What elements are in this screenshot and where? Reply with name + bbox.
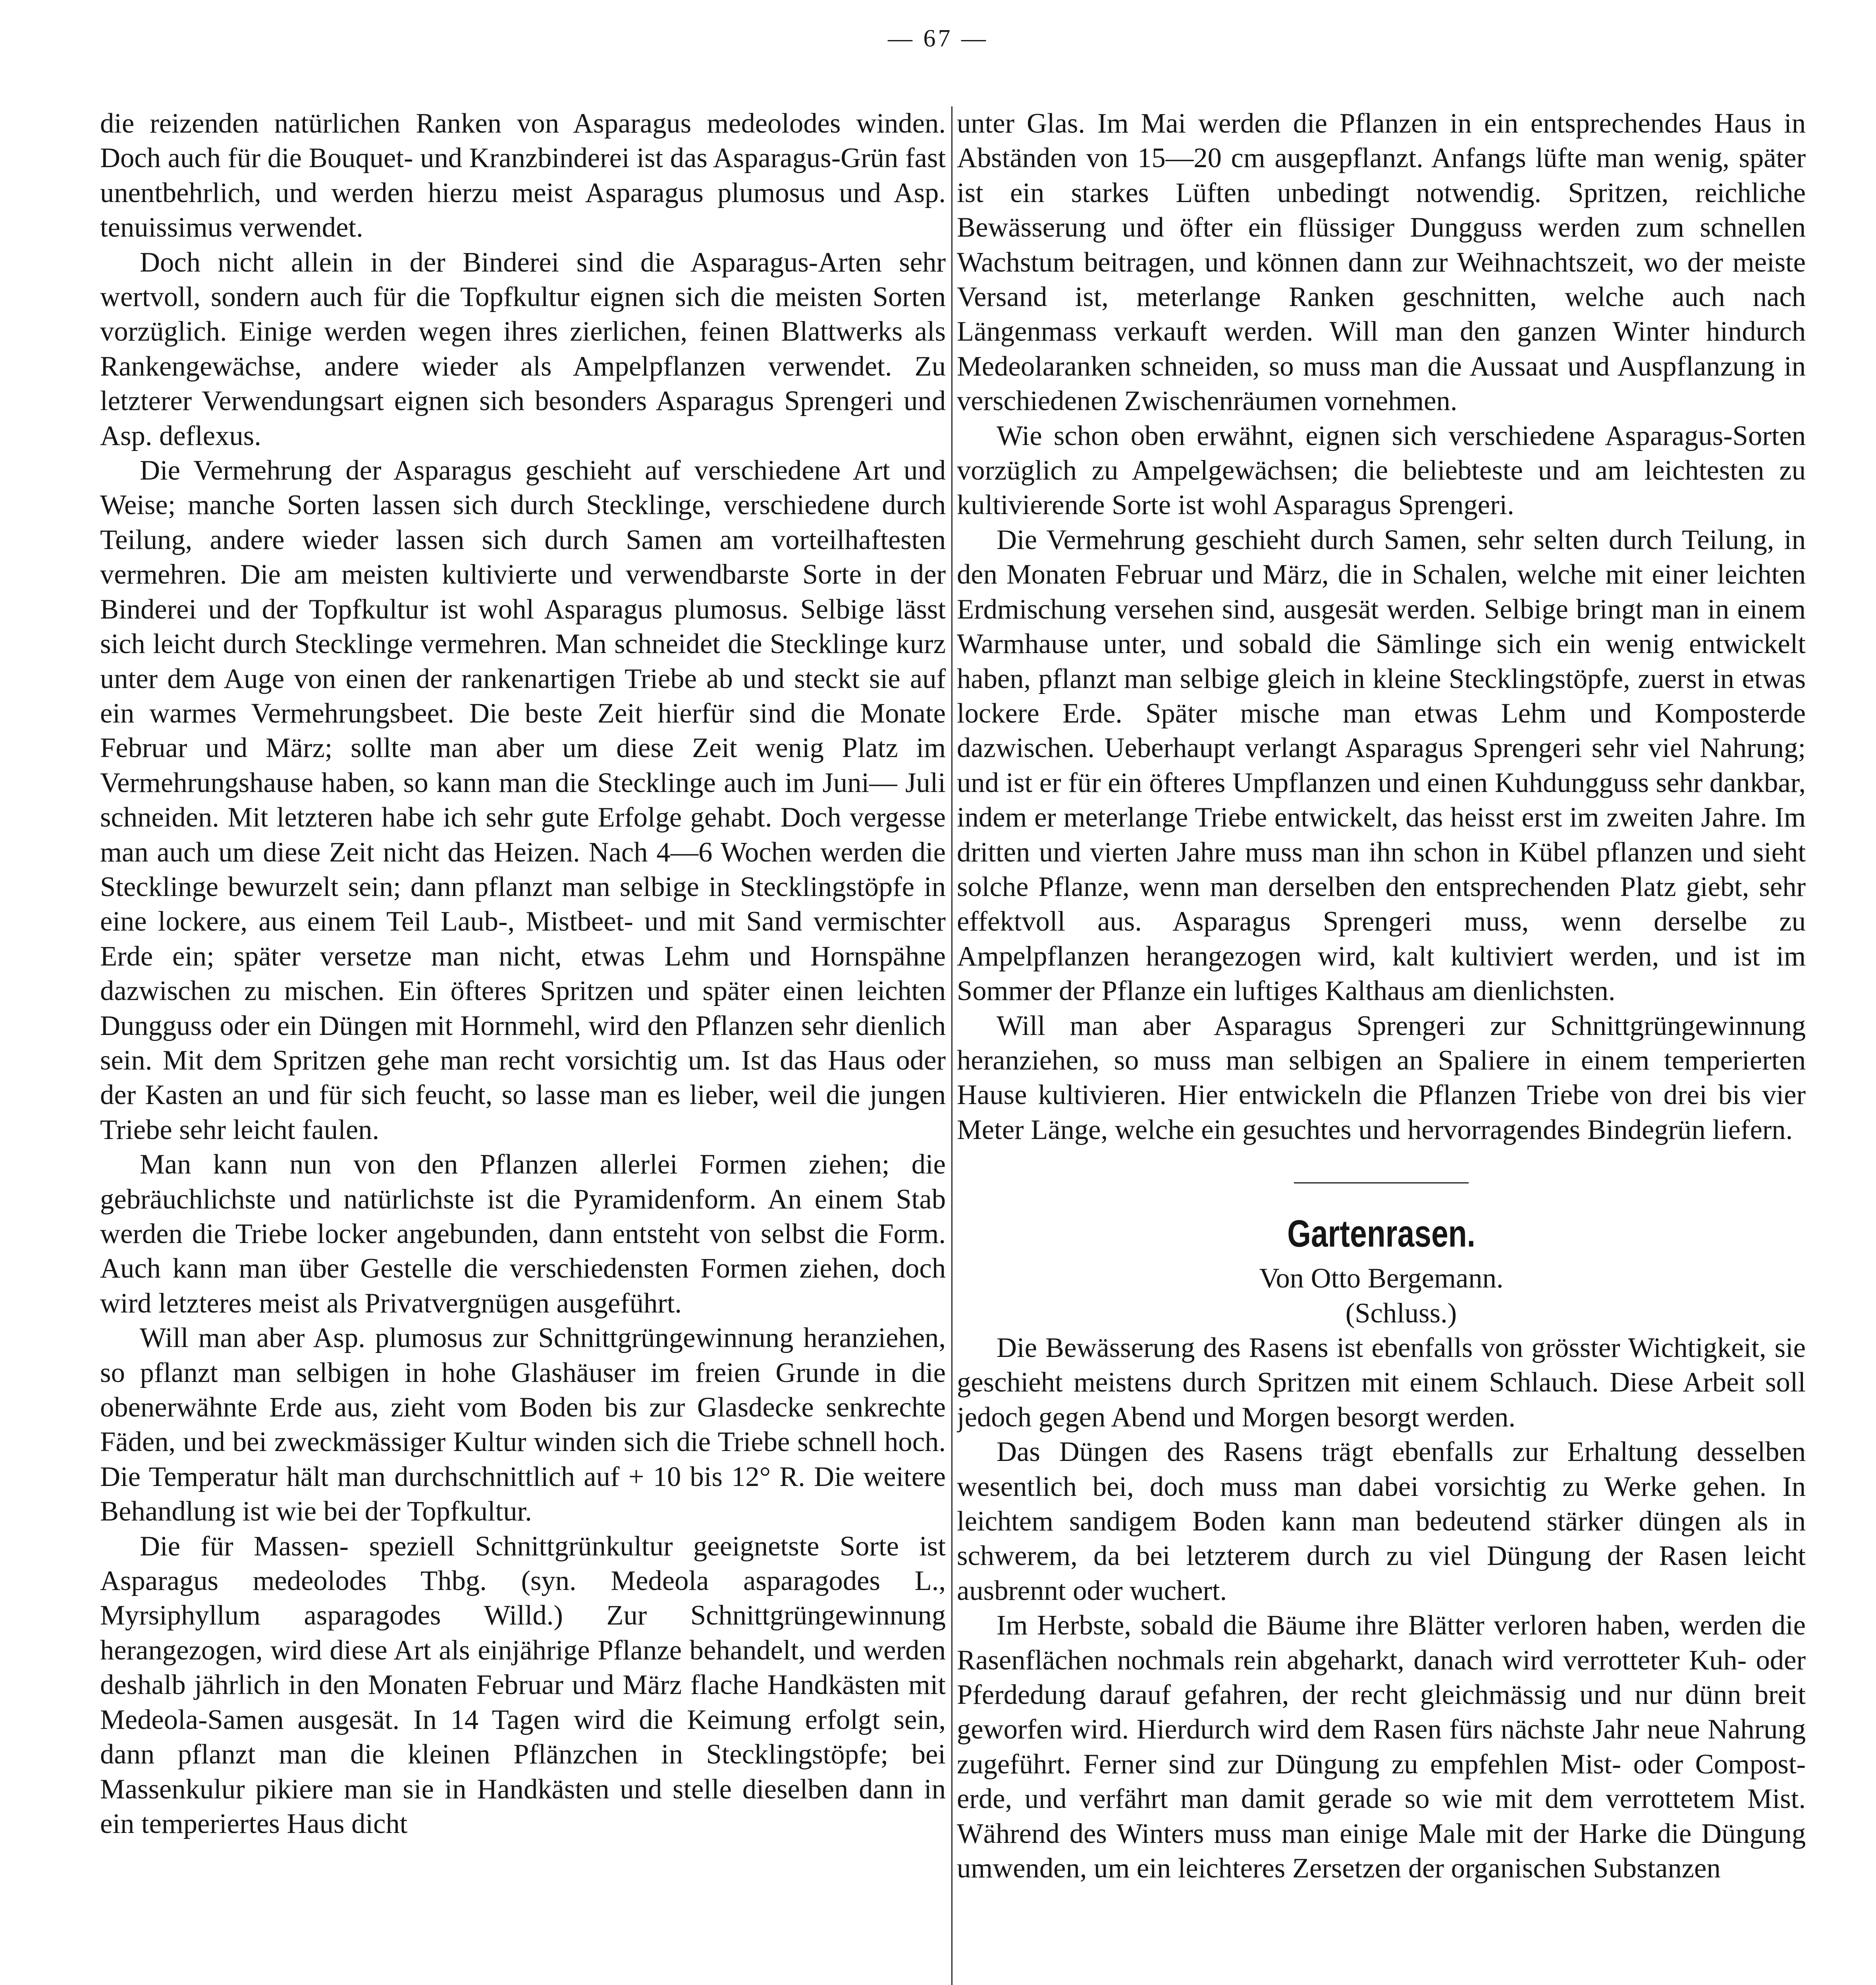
paragraph: Doch nicht allein in der Binderei sind die Asparagus-Arten sehr wertvoll, sondern auch für die Topfkultur eignen sich die meisten Sorten vorzüglich. Einige werden wegen ihres zierlichen, feinen Blattwerks als Rankengewächse, andere wieder als Ampelpflanzen verwendet. Zu letzterer Verwendungsart eignen sich besonders Asparagus Sprengeri und Asp. deflexus. [100,247,946,451]
paragraph: Will man aber Asp. plumosus zur Schnittgrüngewinnung heranziehen, so pflanzt man selbigen in hohe Glashäuser im freien Grunde in die obenerwähnte Erde aus, zieht vom Boden bis zur Glasdecke senkrechte Fäden, und bei zweckmässiger Kultur winden sich die Triebe schnell hoch. Die Temperatur hält man durchschnittlich auf + 10 bis 12° R. Die weitere Behandlung ist wie bei der Topfkultur. [100,1322,946,1527]
paragraph: Die Vermehrung der Asparagus geschieht auf verschiedene Art und Weise; manche Sorten lassen sich durch Stecklinge, verschiedene durch Teilung, andere wieder lassen sich durch Samen am vorteilhaftesten vermehren. Die am meisten kultivierte und verwendbarste Sorte in der Binderei und der Topfkultur ist wohl Asparagus plumosus. Selbige lässt sich leicht durch Stecklinge vermehren. Man schneidet die Stecklinge kurz unter dem Auge von einen der rankenartigen Triebe ab und steckt sie auf ein warmes Vermehrungsbeet. Die beste Zeit hierfür sind die Monate Februar und März; sollte man aber um diese Zeit wenig Platz im Vermehrungshause haben, so kann man die Stecklinge auch im Juni— Juli schneiden. Mit letzteren habe ich sehr gute Erfolge gehabt. Doch vergesse man auch um diese Zeit nicht das Heizen. Nach 4—6 Wochen werden die Stecklinge bewurzelt sein; dann pflanzt man selbige in Stecklingstöpfe in eine lockere, aus einem Teil Laub-, Mistbeet- und mit Sand vermischter Erde ein; später versetze man nicht, etwas Lehm und Hornspähne dazwischen zu mischen. Ein öfteres Spritzen und später einen leichten Dungguss oder ein Düngen mit Hornmehl, wird den Pflanzen sehr dienlich sein. Mit dem Spritzen gehe man recht vorsichtig um. Ist das Haus oder der Kasten an und für sich feucht, so lasse man es lieber, weil die jungen Triebe sehr leicht faulen. [100,455,946,1145]
article-author: Von Otto Bergemann. [1259,1263,1504,1294]
article-note: (Schluss.) [1345,1297,1457,1329]
page-number: — 67 — [888,25,988,52]
column-divider [951,106,952,1985]
paragraph: unter Glas. Im Mai werden die Pflanzen in ein entsprechendes Haus in Abständen von 15—20 cm ausgepflanzt. Anfangs lüfte man wenig, später ist ein starkes Lüften unbedingt notwendig. Spritzen, reichliche Bewässerung und öfter ein flüssiger Dungguss werden zum schnellen Wachstum beitragen, und können dann zur Weihnachtszeit, wo der meiste Versand ist, meterlange Ranken geschnitten, welche auch nach Längenmass verkauft werden. Will man den ganzen Winter hindurch Medeolaranken schneiden, so muss man die Aussaat und Auspflanzung in verschiedenen Zwischenräumen vornehmen. [957,108,1806,417]
paragraph: Will man aber Asparagus Sprengeri zur Schnittgrüngewinnung heranziehen, so muss man selbigen an Spaliere in einem temperierten Hause kultivieren. Hier entwickeln die Pflanzen Triebe von drei bis vier Meter Länge, welche ein gesuchtes und hervorragendes Bindegrün liefern. [957,1010,1806,1145]
article-title: Gartenrasen. [1287,1212,1475,1255]
paragraph: Im Herbste, sobald die Bäume ihre Blätter verloren haben, werden die Rasenflächen nochmals rein abgeharkt, danach wird verrotteter Kuh- oder Pferdedung darauf gefahren, der recht gleichmässig und nur dünn breit geworfen wird. Hierdurch wird dem Rasen fürs nächste Jahr neue Nahrung zugeführt. Ferner sind zur Düngung zu empfehlen Mist- oder Compost-erde, und verfährt man damit gerade so wie mit dem verrottetem Mist. Während des Winters muss man einige Male mit der Harke die Düngung umwenden, um ein leichteres Zersetzen der organischen Substanzen [957,1610,1806,1884]
right-column [957,106,1806,1985]
paragraph: Die für Massen- speziell Schnittgrünkultur geeignetste Sorte ist Asparagus medeolodes Thbg. (syn. Medeola asparagodes L., Myrsiphyllum asparagodes Willd.) Zur Schnittgrüngewinnung herangezogen, wird diese Art als einjährige Pflanze behandelt, und werden deshalb jährlich in den Monaten Februar und März flache Handkästen mit Medeola-Samen ausgesät. In 14 Tagen wird die Keimung erfolgt sein, dann pflanzt man die kleinen Pflänzchen in Stecklingstöpfe; bei Massenkulur pikiere man sie in Handkästen und stelle dieselben dann in ein temperiertes Haus dicht [100,1530,946,1839]
paragraph: Man kann nun von den Pflanzen allerlei Formen ziehen; die gebräuchlichste und natürlichste ist die Pyramidenform. An einem Stab werden die Triebe locker angebunden, dann entsteht von selbst die Form. Auch kann man über Gestelle die verschiedensten Formen ziehen, doch wird letzteres meist als Privatvergnügen ausgeführt. [100,1149,946,1319]
paragraph: die reizenden natürlichen Ranken von Asparagus medeolodes winden. Doch auch für die Bouquet- und Kranzbinderei ist das Asparagus-Grün fast unentbehrlich, und werden hierzu meist Asparagus plumosus und Asp. tenuissimus verwendet. [100,108,946,243]
paragraph: Die Bewässerung des Rasens ist ebenfalls von grösster Wichtigkeit, sie geschieht meistens durch Spritzen mit einem Schlauch. Diese Arbeit soll jedoch gegen Abend und Morgen besorgt werden. [957,1332,1806,1433]
paragraph: Die Vermehrung geschieht durch Samen, sehr selten durch Teilung, in den Monaten Februar und März, die in Schalen, welche mit einer leichten Erdmischung versehen sind, ausgesät werden. Selbige bringt man in einem Warmhause unter, und sobald die Sämlinge sich ein wenig entwickelt haben, pflanzt man selbige gleich in kleine Stecklingstöpfe, zuerst in etwas lockere Erde. Später mische man etwas Lehm und Komposterde dazwischen. Ueberhaupt verlangt Asparagus Sprengeri sehr viel Nahrung; und ist er für ein öfteres Umpflanzen und einen Kuhdungguss sehr dankbar, indem er meterlange Triebe entwickelt, das heisst erst im zweiten Jahre. Im dritten und vierten Jahre muss man ihn schon in Kübel pflanzen und sieht solche Pflanze, wenn man derselben den entsprechenden Platz giebt, sehr effektvoll aus. Asparagus Sprengeri muss, wenn derselbe zu Ampelpflanzen herangezogen wird, kalt kultiviert werden, und ist im Sommer der Pflanze ein luftiges Kalthaus am dienlichsten. [957,524,1806,1007]
section-separator [1294,1182,1469,1183]
paragraph: Wie schon oben erwähnt, eignen sich verschiedene Asparagus-Sorten vorzüglich zu Ampelgewächsen; die beliebteste und am leichtesten zu kultivierende Sorte ist wohl Asparagus Sprengeri. [957,420,1806,521]
paragraph: Das Düngen des Rasens trägt ebenfalls zur Erhaltung desselben wesentlich bei, doch muss man dabei vorsichtig zu Werke gehen. In leichtem sandigem Boden kann man bedeutend stärker düngen als in schwerem, da bei letzterem durch zu viel Düngung der Rasen leicht ausbrennt oder wuchert. [957,1436,1806,1606]
left-column [100,106,946,1985]
